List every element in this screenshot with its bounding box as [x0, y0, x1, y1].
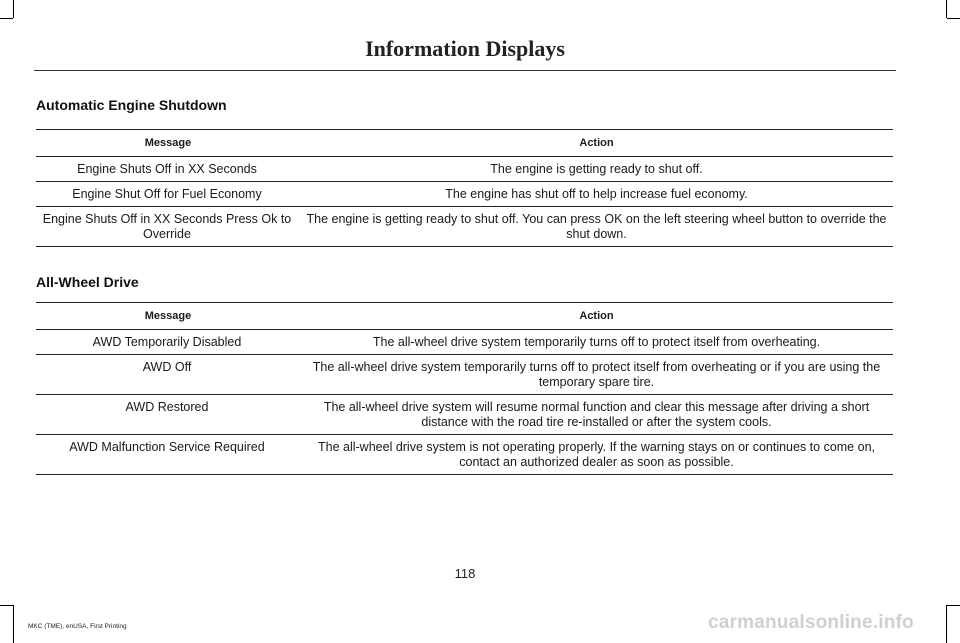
column-header-action: Action	[300, 130, 893, 157]
table-row	[36, 157, 893, 182]
crop-mark	[0, 18, 13, 19]
section-heading-engine-shutdown: Automatic Engine Shutdown	[36, 97, 227, 113]
table-row	[36, 435, 893, 475]
crop-mark	[0, 605, 13, 606]
page-number: 118	[454, 566, 476, 581]
crop-mark	[13, 605, 14, 643]
table-row	[36, 395, 893, 435]
crop-mark	[947, 18, 960, 19]
table-row	[36, 207, 893, 247]
message-cell: AWD Temporarily Disabled	[36, 330, 300, 355]
action-cell: The all-wheel drive system will resume normal function and clear this message after driving a short distance with the road tire re-installed or after the system cools.	[300, 395, 893, 435]
column-header-message: Message	[36, 130, 300, 157]
watermark: carmanualsonline.info	[708, 612, 914, 633]
message-cell: Engine Shuts Off in XX Seconds	[36, 157, 300, 182]
action-cell: The all-wheel drive system is not operating properly. If the warning stays on or continues to come on, contact an authorized dealer as soon as possible.	[300, 435, 893, 475]
table-header-row	[36, 303, 893, 330]
crop-mark	[946, 605, 947, 643]
action-cell: The engine is getting ready to shut off.	[300, 157, 893, 182]
crop-mark	[946, 0, 947, 18]
action-cell: The all-wheel drive system temporarily turns off to protect itself from overheating.	[300, 330, 893, 355]
table-row	[36, 330, 893, 355]
table-row	[36, 355, 893, 395]
column-header-message: Message	[36, 303, 300, 330]
message-cell: Engine Shuts Off in XX Seconds Press Ok to Override	[36, 207, 300, 247]
message-cell: AWD Malfunction Service Required	[36, 435, 300, 475]
action-cell: The engine is getting ready to shut off. You can press OK on the left steering wheel button to override the shut down.	[300, 207, 893, 247]
crop-mark	[13, 0, 14, 18]
message-cell: AWD Restored	[36, 395, 300, 435]
message-cell: AWD Off	[36, 355, 300, 395]
edition-footer: MKC (TME), enUSA, First Printing	[28, 623, 127, 630]
all-wheel-drive-table	[36, 302, 893, 475]
engine-shutdown-table	[36, 129, 893, 247]
message-cell: Engine Shut Off for Fuel Economy	[36, 182, 300, 207]
crop-mark	[947, 605, 960, 606]
section-heading-all-wheel-drive: All-Wheel Drive	[36, 274, 139, 290]
page-title: Information Displays	[365, 36, 565, 61]
action-cell: The engine has shut off to help increase fuel economy.	[300, 182, 893, 207]
column-header-action: Action	[300, 303, 893, 330]
title-divider	[34, 70, 896, 71]
table-header-row	[36, 130, 893, 157]
table-row	[36, 182, 893, 207]
action-cell: The all-wheel drive system temporarily turns off to protect itself from overheating or if you are using the temporary spare tire.	[300, 355, 893, 395]
